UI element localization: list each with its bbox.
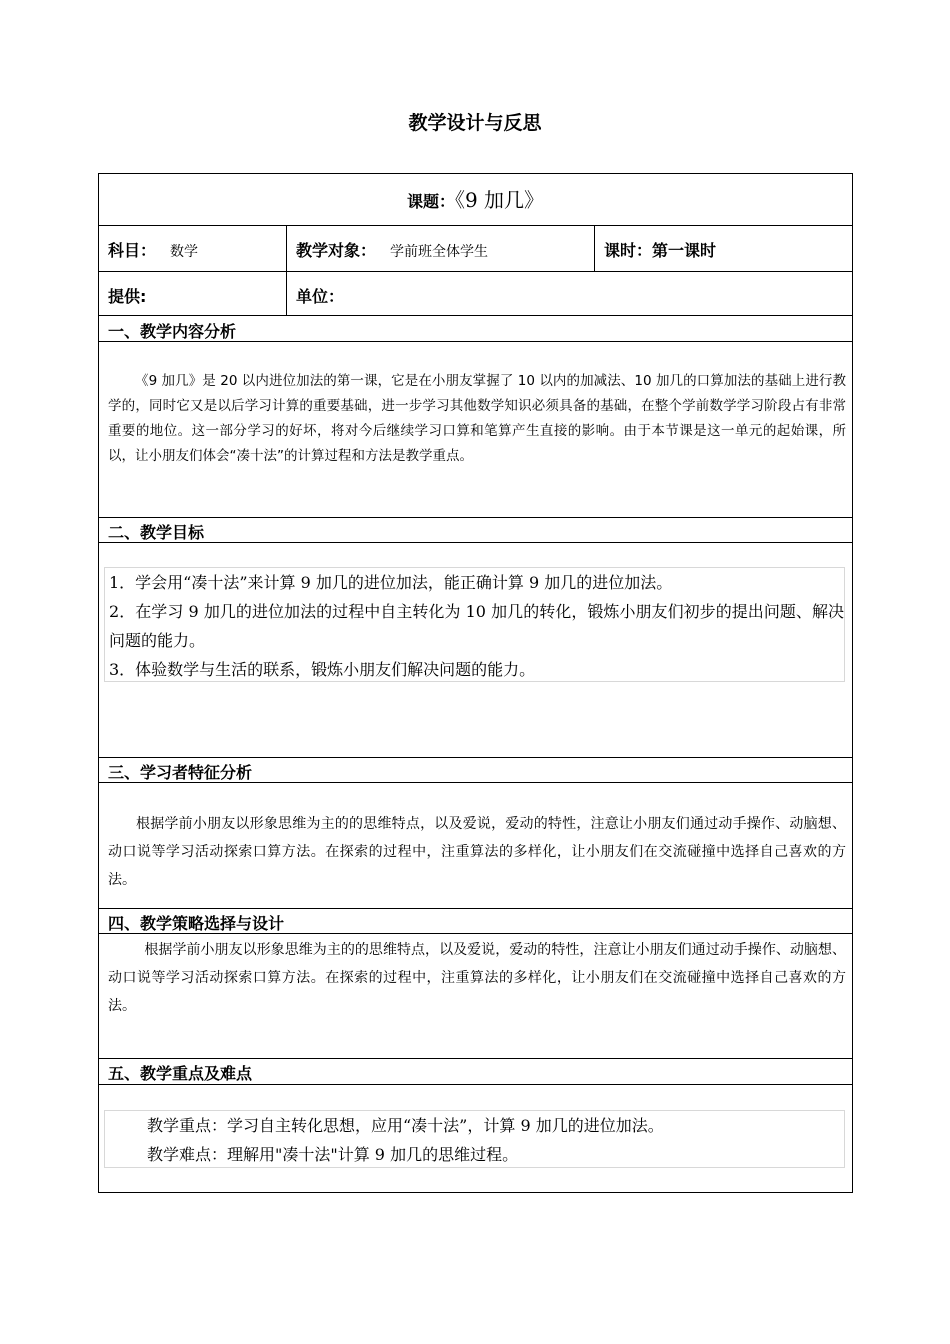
teaching-focus: 教学重点：学习自主转化思想，应用“凑十法”，计算 9 加几的进位加法。: [147, 1116, 664, 1135]
divider: [99, 1084, 852, 1085]
divider: [99, 517, 852, 518]
content-analysis-text: 《9 加几》是 20 以内进位加法的第一课，它是在小朋友掌握了 10 以内的加减法、10 加几的口算加法的基础上进行教学的，同时它又是以后学习计算的重要基础，进一步学习其他数学知识必须具备的基础，在整个学前数学学习阶段占有非常重要的地位。这一部分学习的好坏，将对今后继续学习口算和笔算产生直接的影响。由于本节课是这一单元的起始课，所以，让小朋友们体会“凑十法”的计算过程和方法是教学重点。: [108, 373, 846, 464]
objective-item: 3．体验数学与生活的联系，锻炼小朋友们解决问题的能力。: [109, 660, 536, 679]
document-title: 教学设计与反思: [408, 112, 542, 134]
audience-cell: [296, 238, 488, 261]
audience-label: 教学对象：: [296, 241, 377, 260]
period-cell: [604, 238, 716, 261]
section-heading-objectives: 二、教学目标: [108, 523, 205, 542]
divider: [99, 757, 852, 758]
teaching-difficulty: 教学难点：理解用"凑十法"计算 9 加几的思维过程。: [147, 1145, 519, 1164]
section-heading-strategy: 四、教学策略选择与设计: [108, 914, 285, 933]
objective-item: 2．在学习 9 加几的进位加法的过程中自主转化为 10 加几的转化，锻炼小朋友们初步的提出问题、解决问题的能力。: [109, 602, 844, 650]
audience-value: 学前班全体学生: [390, 244, 489, 260]
objective-item: 1．学会用“凑十法”来计算 9 加几的进位加法，能正确计算 9 加几的进位加法。: [109, 573, 673, 592]
period-label: 课时：第一课时: [604, 241, 717, 260]
subject-cell: [108, 238, 198, 261]
section-heading-content-analysis: 一、教学内容分析: [108, 322, 237, 341]
section-heading-learner-analysis: 三、学习者特征分析: [108, 763, 253, 782]
divider: [99, 542, 852, 543]
column-divider: [286, 225, 287, 315]
objectives-box: [104, 567, 845, 682]
subject-label: 科目：: [108, 241, 157, 260]
strategy-text: 根据学前小朋友以形象思维为主的的思维特点，以及爱说，爱动的特性，注意让小朋友们通过动手操作、动脑想、动口说等学习活动探索口算方法。在探索的过程中，注重算法的多样化，让小朋友们在交流碰撞中选择自己喜欢的方法。: [108, 942, 846, 1014]
lesson-title-value: 《9 加几》: [454, 188, 545, 212]
learner-analysis-text: 根据学前小朋友以形象思维为主的的思维特点，以及爱说，爱动的特性，注意让小朋友们通过动手操作、动脑想、动口说等学习活动探索口算方法。在探索的过程中，注重算法的多样化，让小朋友们在交流碰撞中选择自己喜欢的方法。: [108, 816, 846, 888]
key-points-box: [104, 1110, 845, 1168]
divider: [99, 225, 852, 226]
lesson-plan-table: [98, 173, 853, 1193]
column-divider: [594, 225, 595, 271]
provider-cell: [108, 284, 146, 307]
divider: [99, 341, 852, 342]
subject-value: 数学: [170, 244, 199, 260]
divider: [99, 271, 852, 272]
divider: [99, 315, 852, 316]
lesson-title-row: [99, 184, 852, 213]
unit-cell: [296, 284, 344, 307]
section-heading-key-points: 五、教学重点及难点: [108, 1064, 253, 1083]
divider: [99, 933, 852, 934]
unit-label: 单位：: [296, 287, 345, 306]
divider: [99, 1058, 852, 1059]
provider-label: 提供:: [108, 287, 147, 306]
lesson-title-label: 课题：: [406, 192, 455, 211]
divider: [99, 908, 852, 909]
divider: [99, 782, 852, 783]
